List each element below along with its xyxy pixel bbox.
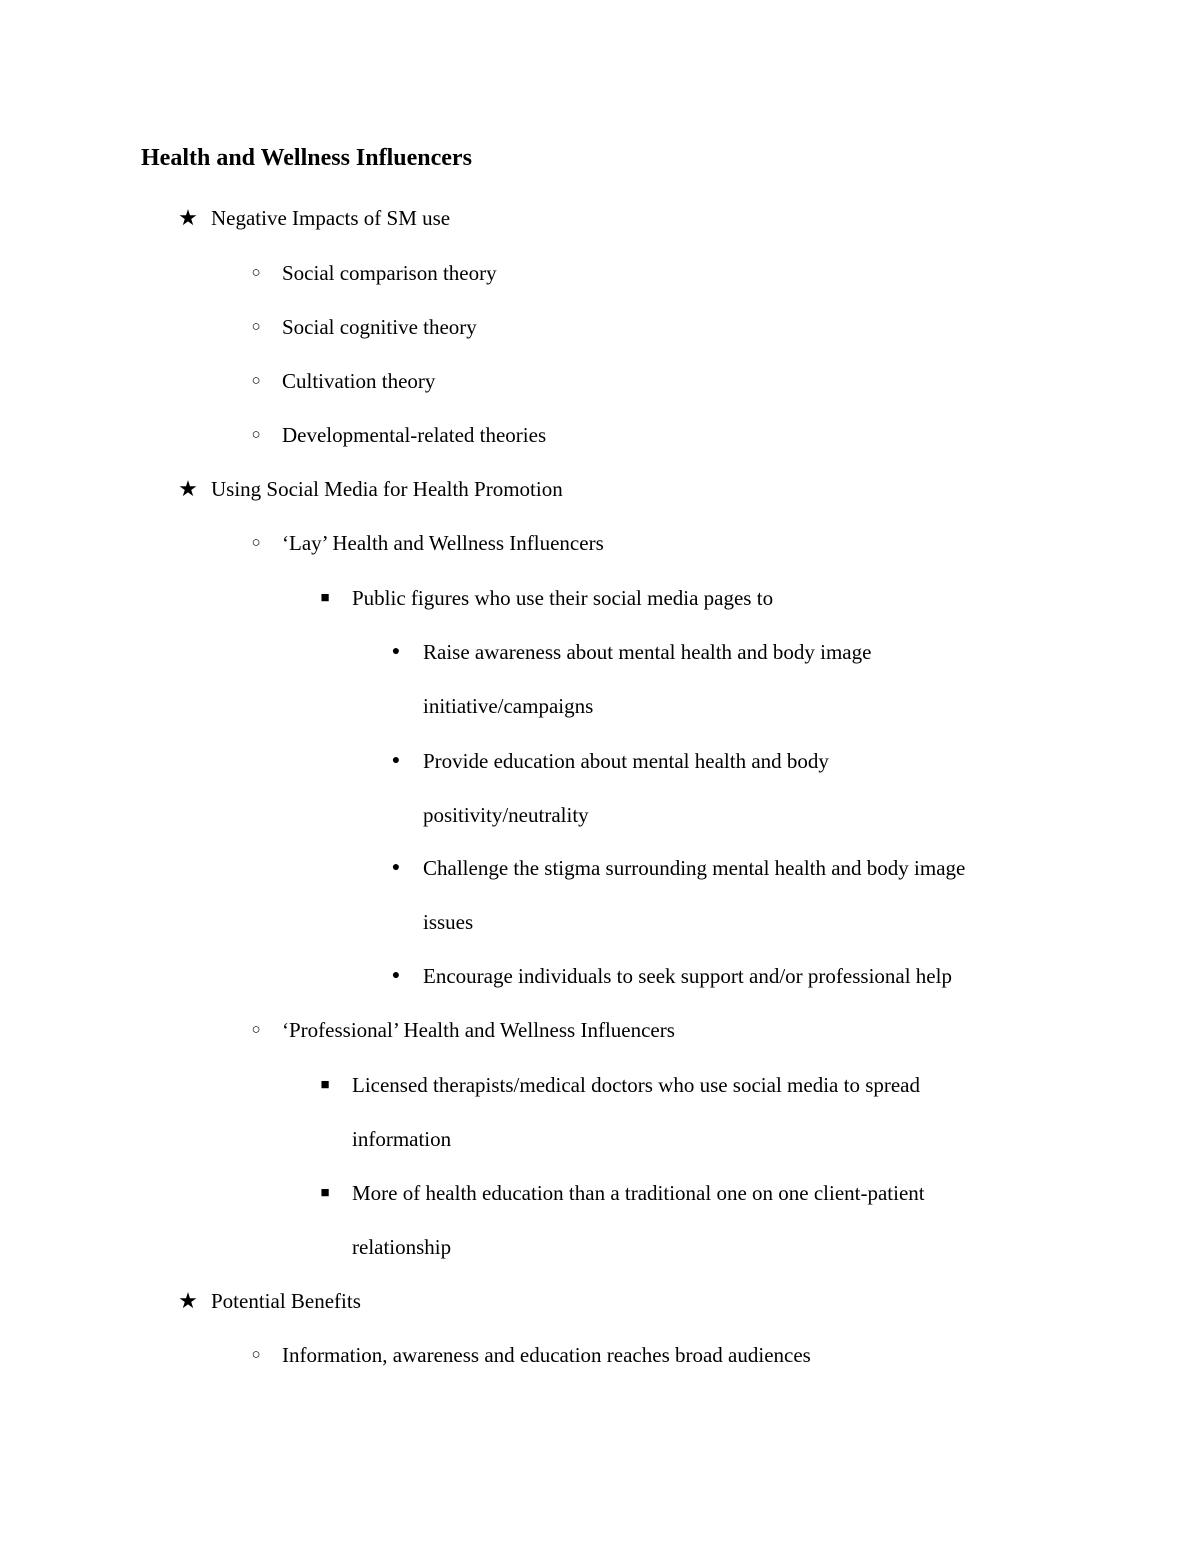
square-bullet-icon: ■ (320, 1077, 330, 1093)
dot-bullet-icon: ● (391, 753, 401, 768)
subsection-professional-influencers: ‘Professional’ Health and Wellness Influencers (282, 1018, 675, 1042)
dot-bullet-icon: ● (391, 644, 401, 659)
list-item: Cultivation theory (282, 369, 436, 393)
square-bullet-icon: ■ (320, 1185, 330, 1201)
circle-bullet-icon: ○ (251, 1347, 261, 1363)
list-item: Encourage individuals to seek support and/or professional help (423, 964, 952, 988)
list-item: Provide education about mental health and body (423, 749, 829, 773)
dot-bullet-icon: ● (391, 860, 401, 875)
star-bullet-icon: ★ (178, 205, 198, 230)
circle-bullet-icon: ○ (251, 373, 261, 389)
list-item-continuation: relationship (352, 1235, 452, 1259)
document-title: Health and Wellness Influencers (141, 145, 472, 171)
section-negative-impacts: Negative Impacts of SM use (211, 206, 451, 230)
list-item: Public figures who use their social media pages to (352, 586, 774, 610)
section-potential-benefits: Potential Benefits (211, 1289, 361, 1313)
square-bullet-icon: ■ (320, 590, 330, 606)
star-bullet-icon: ★ (178, 476, 198, 501)
circle-bullet-icon: ○ (251, 427, 261, 443)
dot-bullet-icon: ● (391, 968, 401, 983)
list-item: Social cognitive theory (282, 315, 477, 339)
list-item: Developmental-related theories (282, 423, 547, 447)
list-item-continuation: issues (423, 910, 474, 934)
list-item: Social comparison theory (282, 261, 497, 285)
list-item: Licensed therapists/medical doctors who use social media to spread (352, 1073, 920, 1097)
list-item-continuation: positivity/neutrality (423, 803, 589, 827)
star-bullet-icon: ★ (178, 1288, 198, 1313)
circle-bullet-icon: ○ (251, 1022, 261, 1038)
circle-bullet-icon: ○ (251, 535, 261, 551)
circle-bullet-icon: ○ (251, 319, 261, 335)
subsection-lay-influencers: ‘Lay’ Health and Wellness Influencers (282, 531, 604, 555)
section-health-promotion: Using Social Media for Health Promotion (211, 477, 563, 501)
list-item-continuation: initiative/campaigns (423, 694, 594, 718)
list-item-continuation: information (352, 1127, 452, 1151)
circle-bullet-icon: ○ (251, 265, 261, 281)
list-item: Challenge the stigma surrounding mental health and body image (423, 856, 966, 880)
list-item: Information, awareness and education reaches broad audiences (282, 1343, 811, 1367)
list-item: Raise awareness about mental health and body image (423, 640, 872, 664)
list-item: More of health education than a traditional one on one client-patient (352, 1181, 925, 1205)
